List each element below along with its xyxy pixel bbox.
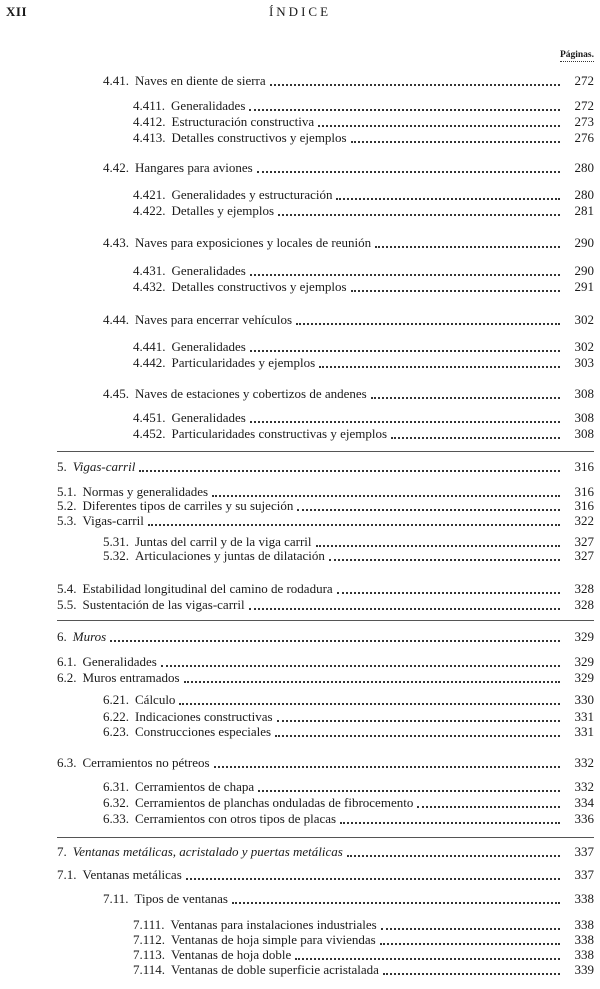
toc-entry-number: 6.21.	[103, 692, 129, 707]
toc-entry	[103, 312, 594, 328]
toc-entry-title: Tipos de ventanas	[134, 891, 228, 906]
toc-entry-number: 4.432.	[133, 279, 166, 294]
toc-entry-title: Ventanas de hoja doble	[171, 947, 292, 962]
toc-entry-title: Sustentación de las vigas-carril	[82, 597, 245, 612]
dot-leader	[340, 822, 560, 824]
toc-entry-number: 4.44.	[103, 312, 129, 327]
dot-leader	[258, 790, 560, 792]
toc-entry-page: 291	[574, 279, 594, 294]
toc-entry	[57, 670, 594, 686]
toc-entry-page: 332	[574, 755, 594, 770]
section-divider	[57, 451, 594, 452]
dot-leader	[380, 943, 560, 945]
toc-entry-page: 338	[574, 891, 594, 906]
dot-leader	[139, 470, 560, 472]
toc-entry-title: Cálculo	[135, 692, 176, 707]
toc-entry-page: 329	[574, 670, 594, 685]
toc-entry	[57, 459, 594, 475]
toc-entry-number: 4.441.	[133, 339, 166, 354]
toc-entry-number: 4.412.	[133, 114, 166, 129]
toc-entry-number: 4.442.	[133, 355, 166, 370]
dot-leader	[250, 274, 560, 276]
toc-entry-title: Normas y generalidades	[82, 484, 209, 499]
toc-entry	[57, 755, 594, 771]
dot-leader	[110, 640, 560, 642]
dot-leader	[295, 958, 560, 960]
toc-entry-title: Naves para encerrar vehículos	[135, 312, 292, 327]
toc-entry	[57, 597, 594, 613]
toc-entry-page: 272	[574, 73, 594, 88]
toc-entry-page: 329	[574, 654, 594, 669]
toc-entry-number: 7.112.	[133, 932, 166, 947]
toc-entry-title: Cerramientos de chapa	[135, 779, 255, 794]
pages-column-label: Páginas.	[559, 50, 594, 60]
toc-entry-number: 4.45.	[103, 386, 129, 401]
toc-entry-page: 338	[574, 947, 594, 962]
toc-entry-page: 328	[574, 597, 594, 612]
toc-entry-page: 308	[574, 410, 594, 425]
dot-leader	[184, 681, 560, 683]
dot-leader	[179, 703, 560, 705]
dot-leader	[296, 323, 560, 325]
toc-entry	[103, 692, 594, 708]
toc-entry-number: 4.411.	[133, 98, 166, 113]
toc-entry-title: Generalidades	[171, 263, 246, 278]
dot-leader	[351, 290, 560, 292]
toc-entry-title: Cerramientos no pétreos	[82, 755, 210, 770]
toc-entry	[57, 581, 594, 597]
toc-entry-page: 336	[574, 811, 594, 826]
dot-leader	[417, 806, 560, 808]
toc-entry-number: 7.114.	[133, 962, 166, 977]
toc-entry-title: Ventanas de doble superficie acristalada	[171, 962, 379, 977]
toc-entry-page: 276	[574, 130, 594, 145]
toc-entry	[103, 160, 594, 176]
dot-leader	[148, 524, 560, 526]
toc-entry-title: Naves para exposiciones y locales de reunión	[135, 235, 372, 250]
toc-entry-number: 6.1.	[57, 654, 77, 669]
toc-entry-page: 303	[574, 355, 594, 370]
dot-leader	[371, 397, 560, 399]
toc-entry-title: Articulaciones y juntas de dilatación	[135, 548, 325, 563]
dot-leader	[297, 509, 560, 511]
toc-entry	[57, 844, 594, 860]
toc-entry	[133, 279, 594, 295]
toc-entry-title: Naves de estaciones y cobertizos de andenes	[135, 386, 367, 401]
toc-entry-title: Muros entramados	[82, 670, 180, 685]
toc-entry-page: 328	[574, 581, 594, 596]
toc-entry	[133, 114, 594, 130]
toc-entry-page: 331	[574, 709, 594, 724]
dot-leader	[250, 421, 560, 423]
toc-entry-page: 338	[574, 932, 594, 947]
toc-entry-title: Construcciones especiales	[135, 724, 272, 739]
dot-leader	[250, 350, 560, 352]
toc-entry-number: 5.2.	[57, 498, 77, 513]
dot-leader	[316, 545, 560, 547]
toc-entry	[133, 187, 594, 203]
toc-entry-number: 7.1.	[57, 867, 77, 882]
dot-leader	[249, 109, 560, 111]
toc-entry	[103, 386, 594, 402]
toc-entry-title: Indicaciones constructivas	[135, 709, 273, 724]
dot-leader	[278, 214, 560, 216]
section-divider	[57, 620, 594, 621]
toc-entry-number: 6.23.	[103, 724, 129, 739]
toc-entry-number: 4.41.	[103, 73, 129, 88]
toc-entry	[103, 795, 594, 811]
toc-entry-title: Particularidades y ejemplos	[171, 355, 316, 370]
toc-entry-page: 290	[574, 235, 594, 250]
toc-entry-title: Diferentes tipos de carriles y su sujeción	[82, 498, 294, 513]
toc-entry-page: 272	[574, 98, 594, 113]
toc-entry	[57, 654, 594, 670]
toc-entry-number: 5.32.	[103, 548, 129, 563]
toc-entry-page: 322	[574, 513, 594, 528]
dot-leader	[318, 125, 560, 127]
toc-entry	[103, 779, 594, 795]
toc-entry	[133, 947, 594, 963]
toc-entry-number: 4.451.	[133, 410, 166, 425]
toc-entry-title: Detalles constructivos y ejemplos	[171, 130, 347, 145]
toc-entry	[57, 498, 594, 514]
dot-leader	[375, 246, 560, 248]
toc-entry-page: 331	[574, 724, 594, 739]
toc-entry-number: 6.22.	[103, 709, 129, 724]
toc-entry-number: 4.42.	[103, 160, 129, 175]
toc-entry-number: 4.452.	[133, 426, 166, 441]
toc-entry-title: Generalidades	[171, 98, 246, 113]
toc-entry	[103, 73, 594, 89]
toc-entry-title: Juntas del carril y de la viga carril	[135, 534, 312, 549]
toc-entry-title: Estructuración constructiva	[171, 114, 315, 129]
toc-entry-title: Cerramientos con otros tipos de placas	[135, 811, 337, 826]
dot-leader	[257, 171, 560, 173]
toc-entry-page: 308	[574, 386, 594, 401]
toc-entry-number: 6.33.	[103, 811, 129, 826]
page-number: XII	[6, 4, 28, 19]
page-title: ÍNDICE	[268, 4, 332, 19]
toc-entry-number: 4.431.	[133, 263, 166, 278]
toc-entry	[103, 235, 594, 251]
toc-entry-number: 6.3.	[57, 755, 77, 770]
toc-entry-number: 5.4.	[57, 581, 77, 596]
toc-entry-page: 316	[574, 484, 594, 499]
toc-entry-number: 6.2.	[57, 670, 77, 685]
toc-entry-page: 337	[574, 844, 594, 859]
toc-entry-title: Detalles constructivos y ejemplos	[171, 279, 347, 294]
toc-entry-title: Muros	[72, 629, 107, 644]
toc-entry-number: 5.	[57, 459, 67, 474]
toc-entry	[103, 724, 594, 740]
section-divider	[57, 837, 594, 838]
toc-entry-number: 4.422.	[133, 203, 166, 218]
toc-entry	[133, 263, 594, 279]
dot-leader	[329, 559, 560, 561]
toc-entry-page: 337	[574, 867, 594, 882]
dot-leader	[277, 720, 560, 722]
dot-leader	[381, 928, 560, 930]
toc-entry-page: 308	[574, 426, 594, 441]
toc-entry	[133, 410, 594, 426]
toc-entry	[57, 867, 594, 883]
toc-entry	[57, 513, 594, 529]
dot-leader	[383, 973, 560, 975]
toc-entry	[103, 548, 594, 564]
dot-leader	[319, 366, 560, 368]
dot-leader	[186, 878, 560, 880]
toc-entry	[103, 811, 594, 827]
toc-entry	[133, 130, 594, 146]
toc-entry-title: Generalidades	[171, 410, 246, 425]
toc-entry-page: 273	[574, 114, 594, 129]
toc-entry-number: 7.11.	[103, 891, 129, 906]
dot-leader	[336, 198, 560, 200]
toc-entry-number: 5.3.	[57, 513, 77, 528]
toc-entry	[103, 709, 594, 725]
toc-entry-page: 329	[574, 629, 594, 644]
toc-entry	[133, 917, 594, 933]
dot-leader	[391, 437, 560, 439]
toc-entry-page: 302	[574, 312, 594, 327]
toc-entry-title: Ventanas metálicas, acristalado y puertas metálicas	[72, 844, 343, 859]
toc-entry	[133, 426, 594, 442]
toc-entry-title: Ventanas para instalaciones industriales	[170, 917, 377, 932]
toc-entry-number: 4.421.	[133, 187, 166, 202]
toc-entry-page: 302	[574, 339, 594, 354]
dot-leader	[212, 495, 560, 497]
toc-entry	[133, 962, 594, 978]
toc-entry-number: 5.1.	[57, 484, 77, 499]
dot-leader	[270, 84, 560, 86]
dot-leader	[161, 665, 560, 667]
dot-leader	[214, 766, 560, 768]
toc-entry-page: 290	[574, 263, 594, 278]
toc-entry	[133, 98, 594, 114]
toc-entry-page: 316	[574, 459, 594, 474]
dot-leader	[351, 141, 560, 143]
toc-entry-page: 327	[574, 534, 594, 549]
toc-entry-number: 6.	[57, 629, 67, 644]
toc-entry-title: Particularidades constructivas y ejemplos	[171, 426, 388, 441]
toc-entry	[133, 339, 594, 355]
toc-entry-title: Cerramientos de planchas onduladas de fibrocemento	[135, 795, 414, 810]
toc-entry-number: 6.31.	[103, 779, 129, 794]
toc-entry-page: 338	[574, 917, 594, 932]
dot-leader	[232, 902, 560, 904]
toc-entry	[103, 891, 594, 907]
toc-entry-title: Generalidades	[171, 339, 246, 354]
toc-entry-page: 334	[574, 795, 594, 810]
toc-entry	[57, 629, 594, 645]
dot-leader	[347, 855, 560, 857]
toc-entry-title: Estabilidad longitudinal del camino de rodadura	[82, 581, 333, 596]
toc-entry-number: 7.	[57, 844, 67, 859]
toc-entry-page: 339	[574, 962, 594, 977]
toc-entry-page: 330	[574, 692, 594, 707]
toc-entry-page: 280	[574, 160, 594, 175]
dot-leader	[275, 735, 560, 737]
dot-leader	[337, 592, 560, 594]
toc-entry-number: 6.32.	[103, 795, 129, 810]
toc-entry-number: 4.413.	[133, 130, 166, 145]
toc-entry-page: 332	[574, 779, 594, 794]
toc-entry-page: 280	[574, 187, 594, 202]
dot-leader	[249, 608, 560, 610]
toc-entry-title: Vigas-carril	[72, 459, 136, 474]
toc-entry-page: 281	[574, 203, 594, 218]
toc-entry-number: 5.5.	[57, 597, 77, 612]
toc-entry-number: 7.111.	[133, 917, 165, 932]
toc-entry	[133, 355, 594, 371]
toc-entry	[133, 203, 594, 219]
toc-entry-number: 7.113.	[133, 947, 166, 962]
toc-entry-title: Ventanas de hoja simple para viviendas	[171, 932, 376, 947]
toc-entry-number: 4.43.	[103, 235, 129, 250]
toc-entry-number: 5.31.	[103, 534, 129, 549]
toc-entry-title: Generalidades	[82, 654, 157, 669]
toc-entry-title: Vigas-carril	[82, 513, 144, 528]
toc-entry-title: Naves en diente de sierra	[135, 73, 266, 88]
toc-entry-title: Hangares para aviones	[135, 160, 253, 175]
toc-entry-title: Ventanas metálicas	[82, 867, 182, 882]
toc-entry-page: 327	[574, 548, 594, 563]
toc-entry-title: Detalles y ejemplos	[171, 203, 275, 218]
toc-entry-page: 316	[574, 498, 594, 513]
toc-entry	[133, 932, 594, 948]
toc-entry-title: Generalidades y estructuración	[171, 187, 333, 202]
